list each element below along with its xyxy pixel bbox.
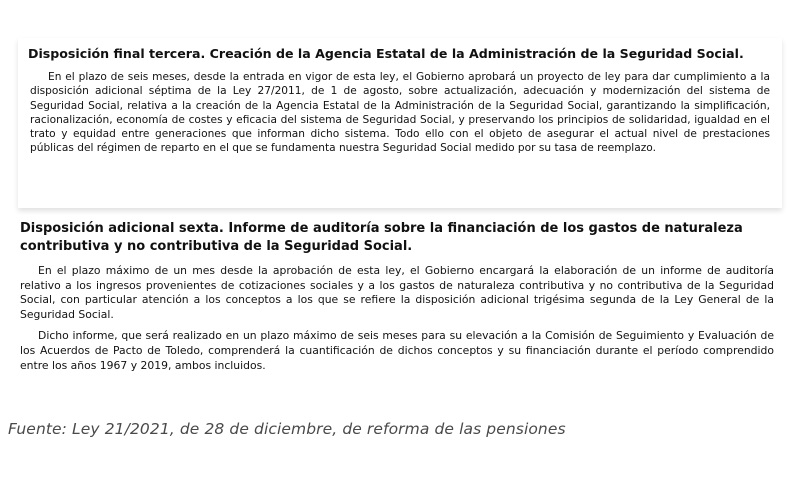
section-paragraph: En el plazo máximo de un mes desde la aprobación de esta ley, el Gobierno encargará la elaboración de un informe de auditoría relativo a los ingresos provenientes de cotizaciones sociales y a los gastos de naturaleza contributiva y no contributiva de la Seguridad Social, con particular atención a los conceptos a los que se refiere la disposición adicional trigésima segunda de la Ley General de la Seguridad Social.: [20, 264, 774, 321]
document-clipping-final-provision: [18, 38, 782, 208]
section-paragraph: Dicho informe, que será realizado en un plazo máximo de seis meses para su elevación a la Comisión de Seguimiento y Evaluación de los Acuerdos de Pacto de Toledo, comprenderá la cuantificación de dichos conceptos y su financiación durante el período comprendido entre los años 1967 y 2019, ambos incluidos.: [20, 329, 774, 372]
section-title: Disposición final tercera. Creación de la Agencia Estatal de la Administración de la Seguridad Social.: [28, 46, 744, 61]
document-clipping-additional-provision: [12, 215, 784, 391]
section-title: Disposición adicional sexta. Informe de auditoría sobre la financiación de los gastos de naturaleza contributiva y no contributiva de la Seguridad Social.: [20, 221, 743, 254]
source-caption: Fuente: Ley 21/2021, de 28 de diciembre, de reforma de las pensiones: [8, 420, 566, 438]
section-paragraph: En el plazo de seis meses, desde la entrada en vigor de esta ley, el Gobierno aprobará un proyecto de ley para dar cumplimiento a la disposición adicional séptima de la Ley 27/2011, de 1 de agosto, sobre actualización, adecuación y modernización del sistema de Seguridad Social, relativa a la creación de la Agencia Estatal de la Administración de la Seguridad Social, garantizando la simplificación, racionalización, economía de costes y eficacia del sistema de Seguridad Social, y preservando los principios de solidaridad, igualdad en el trato y equidad entre generaciones que informan dicho sistema. Todo ello con el objeto de asegurar el actual nivel de prestaciones públicas del régimen de reparto en el que se fundamenta nuestra Seguridad Social medido por su tasa de reemplazo.: [30, 71, 770, 155]
